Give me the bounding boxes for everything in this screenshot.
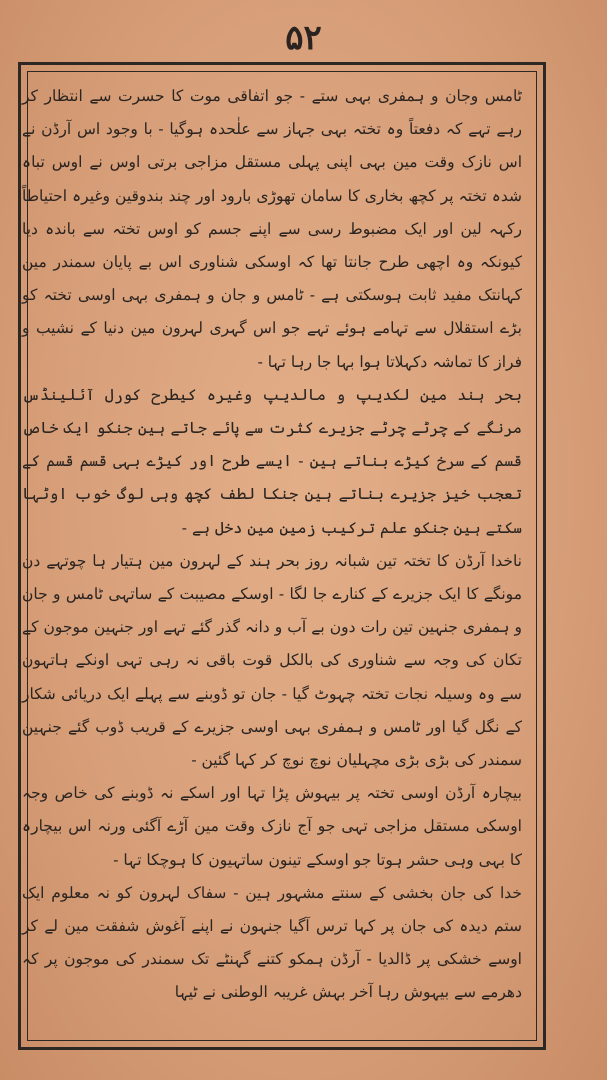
paragraph-2: بحر ہند مین لکدیپ و مالدیپ وغیرہ کیطرح کورل آئلینڈس مرنگے کے چرٹے چرٹے جزیرے کثرت سے پائے جاتے ہین جنکو ایک خاص قسم کے سرخ کیڑے بناتے ہین - ایسے طرح اور کیڑے بہی قسم قسم کے تعجب خیز جزیرے بناتے ہین جنکا لطف کچھ وہی لوگ خوب اوٹہا سکتے ہین جنکو علم ترکیب زمین مین دخل ہے - bbox=[22, 385, 522, 537]
text-body bbox=[22, 80, 522, 1040]
paragraph-3: ناخدا آرڈن کا تختہ تین شبانہ روز بحر ہند کے لہرون مین ہتیار ہا چوتہے دن مونگے کا ایک جزیرے کے کنارے جا لگا - اوسکے مصیبت کے ساتہی ٹامس و جان و ہمفری جنہین تین رات دون بے آب و دانہ گذر گئے تہے اور جنہین موجون کے تکان کی وجہ سے شناوری کی بالکل قوت باقی نہ رہی تہی اونکے ہاتہون سے وہ وسیلہ نجات تختہ چہوٹ گیا - جان تو ڈوبنے سے پہلے ایک دریائی شکار کے نگل گیا اور ٹامس و ہمفری بہی اوسی جزیرے کے قریب ڈوب گئے جنہین سمندر کی بڑی بڑی مچہلیان نوچ نوچ کر کہا گئین - bbox=[22, 551, 522, 770]
page-number: ۵۲ bbox=[285, 18, 322, 58]
paragraph-4: بیچارہ آرڈن اوسی تختہ پر بیہوش پڑا تہا اور اسکے نہ ڈوبنے کی خاص وجہ اوسکی مستقل مزاجی تہی جو آج نازک وقت مین آڑے آگئی ورنہ اس بیچارہ کا بہی وہی حشر ہوتا جو اوسکے تینون ساتہیون کا ہوچکا تہا - bbox=[22, 784, 522, 869]
paragraph-1: ٹامس وجان و ہمفری بہی ستے - جو اتفاقی موت کا حسرت سے انتظار کر رہے تہے کہ دفعتاً وہ تختہ بہی جہاز سے علٰحدہ ہوگیا - با وجود اس آرڈن نے اس نازک وقت مین بہی اپنی پہلی مستقل مزاجی برتی اوس نے اوس تباہ شدہ تختہ پر کچھ بخاری کا سامان تھوڑی بارود اور چند بندوقین وغیرہ احتیاطاً رکہہ لین اور ایک مضبوط رسی سے اپنے جسم کو اوس تختہ سے باندہ دیا کیونکہ وہ اچھی طرح جانتا تھا کہ اوسکی شناوری اس بے پایان سمندر مین کہانتک مفید ثابت ہوسکتی ہے - ٹامس و جان و ہمفری بہی اوسی تختہ کو بڑے استقلال سے تہامے ہوئے تہے جو اس گہری لہرون مین دنیا کے نشیب و فراز کا تماشہ دکہلاتا ہوا بہا جا رہا تہا - bbox=[22, 87, 522, 371]
paragraph-5: خدا کی جان بخشی کے سنتے مشہور ہین - سفاک لہرون کو نہ معلوم ایک ستم دیدہ کی جان پر کہا ترس آگیا جنہون نے اپنے آغوش شفقت مین لے کر اوسے خشکی پر ڈالدیا - آرڈن ہمکو کتنے گہنٹے تک سمندر کی موجون پر کہ دھرمے سے بیہوش رہا آخر بہش غریبہ الوطنی نے ٹیہا bbox=[22, 883, 522, 1002]
